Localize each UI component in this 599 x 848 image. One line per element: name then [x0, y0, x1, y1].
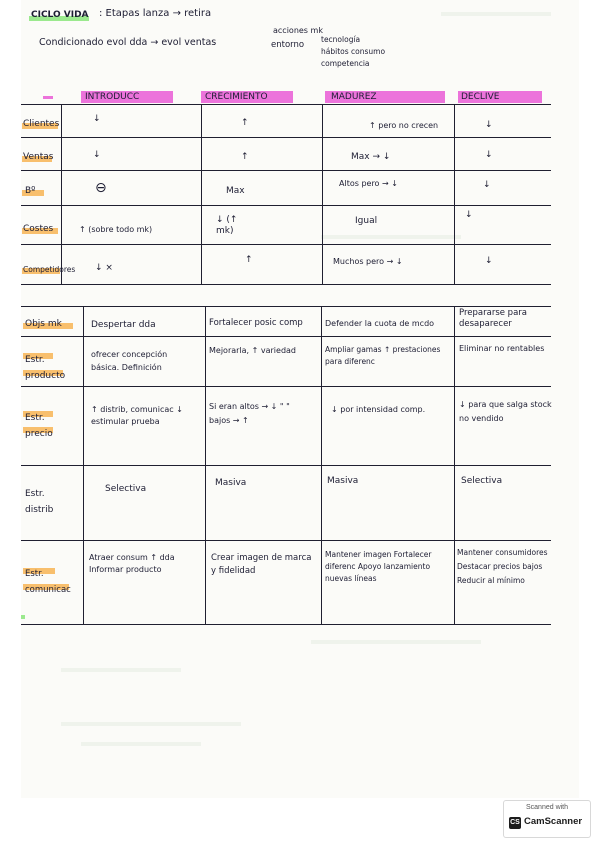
row-label-estr-comunicac: Estr. comunicac — [25, 569, 71, 595]
table1-cell: ↑ — [241, 118, 249, 128]
table2-row-line — [21, 540, 551, 541]
row-label-ventas: Ventas — [23, 152, 54, 162]
table2-col-line — [321, 306, 322, 624]
column-header: DECLIVE — [461, 92, 500, 102]
table2-bottom-border — [21, 624, 551, 625]
row-label-costes: Costes — [23, 224, 54, 234]
row-label-clientes: Clientes — [23, 119, 60, 129]
table2-cell: Despertar dda — [91, 320, 156, 330]
row-label-estr-distrib: Estr. distrib — [25, 489, 54, 515]
table2-cell: ↓ por intensidad comp. — [331, 405, 426, 414]
table2-cell: Eliminar no rentables — [459, 344, 545, 353]
table1-cell: ↓ — [93, 150, 101, 160]
bleed-through-mark — [81, 742, 201, 746]
table2-row-line — [21, 386, 551, 387]
page-title: CICLO VIDA — [31, 10, 89, 20]
table2-cell: ↑ distrib, comunicac ↓ estimular prueba — [91, 405, 183, 426]
margin-mark — [21, 615, 25, 619]
camscanner-logo-icon: CS — [509, 817, 521, 829]
column-header: MADUREZ — [331, 92, 377, 102]
table2-row-line — [21, 465, 551, 466]
table2-col-line — [83, 306, 84, 624]
table1-cell: Max — [226, 186, 245, 196]
entorno-item: hábitos consumo — [321, 47, 386, 56]
column-header: INTRODUCC — [85, 92, 140, 102]
table1-col-line — [454, 104, 455, 284]
entorno-item: tecnología — [321, 35, 361, 44]
scanner-watermark — [503, 800, 591, 838]
table1-col-line — [201, 104, 202, 284]
table2-cell: Defender la cuota de mcdo — [325, 319, 435, 328]
condition-line: Condicionado evol dda → evol ventas — [39, 37, 217, 48]
title-rest: : Etapas lanza → retira — [99, 8, 212, 19]
dash-highlight — [43, 96, 53, 99]
table2-cell: Masiva — [215, 478, 247, 488]
table1-cell: ⊖ — [95, 180, 107, 196]
table2-top-border — [21, 306, 551, 307]
table2-cell: Mantener imagen Fortalecer diferenc Apoyo lanzamiento nuevas líneas — [325, 550, 432, 583]
table2-col-line — [205, 306, 206, 624]
table1-cell: ↓ — [93, 114, 101, 124]
table1-row-line — [21, 137, 551, 138]
scanner-caption: Scanned with — [525, 804, 569, 811]
table1-cell: Altos pero → ↓ — [339, 179, 398, 188]
table1-bottom-border — [21, 284, 551, 285]
table2-cell: Fortalecer posic comp — [209, 318, 303, 328]
scanner-name: CamScanner — [524, 816, 583, 827]
scanned-page — [21, 0, 579, 798]
branch-acciones: acciones mk — [273, 26, 323, 35]
table1-col-line — [322, 104, 323, 284]
entorno-item: competencia — [321, 59, 370, 68]
table1-cell: ↑ — [245, 255, 253, 265]
table2-cell: Mantener consumidores Destacar precios bajos Reducir al mínimo — [457, 548, 548, 585]
table2-cell: Selectiva — [105, 484, 147, 494]
table1-col-line — [61, 104, 62, 284]
row-label-objetivos-mk: Objs mk — [25, 319, 62, 329]
table1-cell: ↑ pero no crecen — [369, 121, 439, 130]
table1-cell: ↑ (sobre todo mk) — [79, 225, 153, 234]
row-label-estr-precio: Estr. precio — [25, 413, 53, 439]
bleed-through-mark — [61, 668, 181, 672]
bleed-through-mark — [61, 722, 241, 726]
table1-cell: ↓ — [485, 120, 493, 130]
bleed-through-mark — [321, 235, 461, 239]
table2-cell: ofrecer concepción básica. Definición — [91, 350, 168, 372]
bleed-through-mark — [311, 640, 481, 644]
table1-cell: ↑ — [241, 152, 249, 162]
table2-col-line — [454, 306, 455, 624]
table1-cell: Igual — [355, 216, 378, 226]
table2-cell: Prepararse para desaparecer — [459, 308, 527, 329]
table1-cell: ↓ — [465, 210, 473, 220]
table1-row-line — [21, 244, 551, 245]
table1-row-line — [21, 205, 551, 206]
column-header: CRECIMIENTO — [205, 92, 268, 102]
bleed-through-mark — [441, 12, 551, 16]
table2-cell: Crear imagen de marca y fidelidad — [211, 553, 312, 576]
table1-row-line — [21, 170, 551, 171]
table2-row-line — [21, 336, 551, 337]
branch-entorno: entorno — [271, 40, 305, 50]
table1-cell: ↓ — [485, 256, 493, 266]
table1-cell: Muchos pero → ↓ — [333, 257, 403, 266]
table1-cell: ↓ (↑ mk) — [216, 215, 238, 236]
table1-cell: ↓ × — [95, 263, 113, 273]
table2-cell: Ampliar gamas ↑ prestaciones para diferenc — [325, 345, 441, 366]
table1-top-border — [21, 104, 551, 105]
table1-cell: ↓ — [483, 180, 491, 190]
row-label-beneficio: Bº — [25, 186, 36, 196]
row-label-competidores: Competidores — [23, 265, 76, 274]
row-label-estr-producto: Estr. producto — [25, 355, 66, 381]
table1-cell: Max → ↓ — [351, 152, 391, 162]
table2-cell: Mejorarla, ↑ variedad — [209, 346, 297, 355]
table2-cell: Selectiva — [461, 476, 503, 486]
table2-cell: Si eran altos → ↓ " " bajos → ↑ — [209, 402, 290, 425]
table1-cell: ↓ — [485, 150, 493, 160]
table2-cell: Atraer consum ↑ dda Informar producto — [89, 553, 175, 574]
table2-cell: Masiva — [327, 476, 359, 486]
table2-cell: ↓ para que salga stock no vendido — [459, 400, 552, 423]
